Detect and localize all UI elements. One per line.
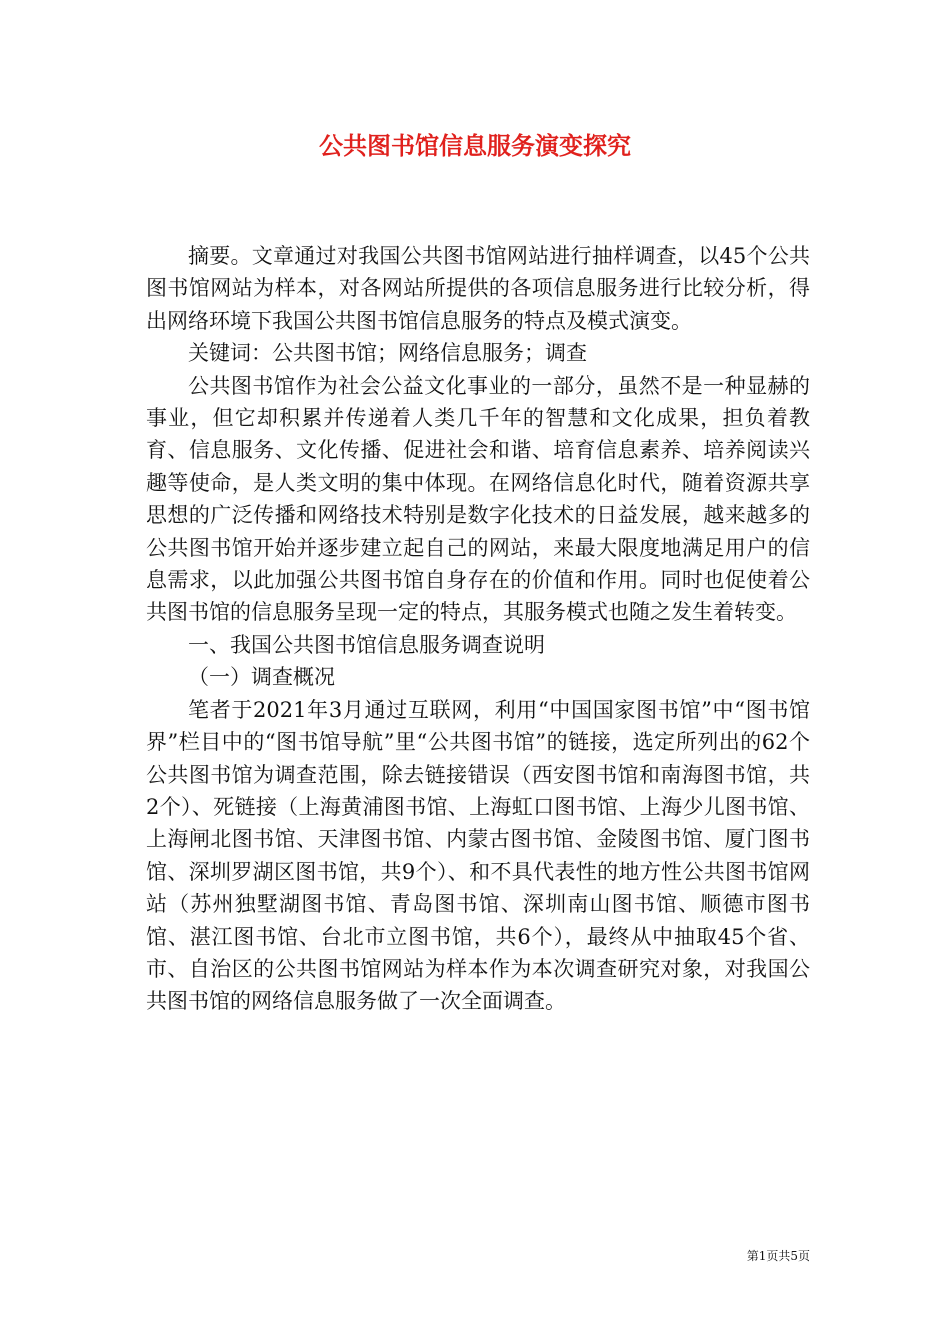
document-title: 公共图书馆信息服务演变探究 [319,131,631,160]
intro-paragraph: 公共图书馆作为社会公益文化事业的一部分，虽然不是一种显赫的事业，但它却积累并传递着人类几千年的智慧和文化成果，担负着教育、信息服务、文化传播、促进社会和谐、培育信息素养、培养阅读兴趣等使命，是人类文明的集中体现。在网络信息化时代，随着资源共享思想的广泛传播和网络技术特别是数字化技术的日益发展，越来越多的公共图书馆开始并逐步建立起自己的网站，来最大限度地满足用户的信息需求，以此加强公共图书馆自身存在的价值和作用。同时也促使着公共图书馆的信息服务呈现一定的特点，其服务模式也随之发生着转变。 [146,373,810,625]
survey-paragraph: 笔者于2021年3月通过互联网，利用“中国国家图书馆”中“图书馆界”栏目中的“图书馆导航”里“公共图书馆”的链接，选定所列出的62个公共图书馆为调查范围，除去链接错误（西安图书馆和南海图书馆，共2个）、死链接（上海黄浦图书馆、上海虹口图书馆、上海少儿图书馆、上海闸北图书馆、天津图书馆、内蒙古图书馆、金陵图书馆、厦门图书馆、深圳罗湖区图书馆，共9个）、和不具代表性的地方性公共图书馆网站（苏州独墅湖图书馆、青岛图书馆、深圳南山图书馆、顺德市图书馆、湛江图书馆、台北市立图书馆，共6个），最终从中抽取45个省、市、自治区的公共图书馆网站为样本作为本次调查研究对象，对我国公共图书馆的网络信息服务做了一次全面调查。 [146,697,810,1014]
keywords-paragraph: 关键词：公共图书馆；网络信息服务；调查 [188,341,587,366]
document-body [146,240,810,1018]
abstract-paragraph: 摘要。文章通过对我国公共图书馆网站进行抽样调查，以45个公共图书馆网站为样本，对各网站所提供的各项信息服务进行比较分析，得出网络环境下我国公共图书馆信息服务的特点及模式演变。 [146,244,810,333]
page-number: 第1页共5页 [746,1249,810,1263]
section-heading: 一、我国公共图书馆信息服务调查说明 [188,632,545,657]
subsection-heading: （一）调查概况 [188,665,335,690]
